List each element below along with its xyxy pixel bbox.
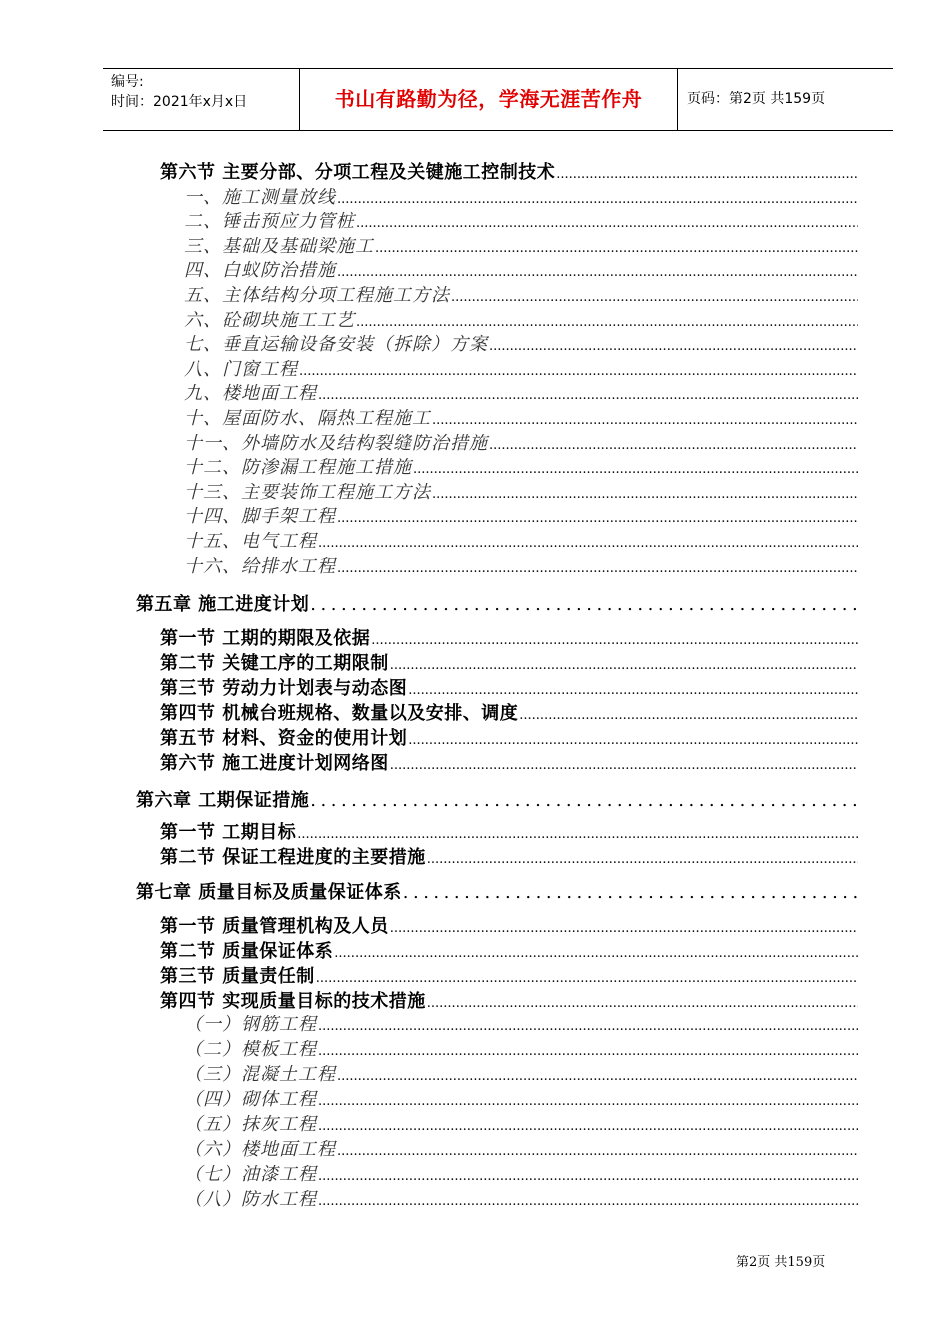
toc-entry-title: 六、砼砌块施工工艺: [184, 310, 355, 331]
toc-subsection[interactable]: [184, 207, 858, 233]
toc-dot-leader: [299, 364, 858, 379]
time-label: 时间：2021年x月x日: [111, 94, 248, 110]
toc-section[interactable]: [160, 749, 858, 775]
page-footer: 第2页 共159页: [736, 1255, 826, 1270]
toc-entry-title: 十一、外墙防水及结构裂缝防治措施: [184, 433, 488, 454]
toc-section[interactable]: [160, 962, 858, 988]
toc-dot-leader: [318, 1194, 858, 1209]
toc-subsection[interactable]: [184, 1185, 858, 1211]
toc-entry-title: 四、白蚁防治措施: [184, 260, 336, 281]
toc-subsection[interactable]: [184, 306, 858, 332]
toc-entry-title: 第五节 材料、资金的使用计划: [160, 728, 408, 749]
toc-entry-title: （二）模板工程: [184, 1039, 317, 1060]
toc-entry-title: （六）楼地面工程: [184, 1139, 336, 1160]
toc-entry-title: 第二节 保证工程进度的主要措施: [160, 847, 426, 868]
toc-subsection[interactable]: [184, 478, 858, 504]
toc-subsection[interactable]: [184, 404, 858, 430]
toc-chapter[interactable]: [136, 878, 858, 904]
toc-entry-title: 十五、电气工程: [184, 531, 317, 552]
toc-entry-title: 第七章 质量目标及质量保证体系: [136, 882, 402, 903]
toc-subsection[interactable]: [184, 183, 858, 209]
toc-subsection[interactable]: [184, 379, 858, 405]
toc-entry-title: 七、垂直运输设备安装（拆除）方案: [184, 334, 488, 355]
toc-subsection[interactable]: [184, 502, 858, 528]
page-header: [103, 68, 893, 131]
toc-entry-title: 第一节 工期目标: [160, 822, 297, 843]
toc-entry-title: 第六节 主要分部、分项工程及关键施工控制技术: [160, 162, 556, 183]
toc-section[interactable]: [160, 818, 858, 844]
toc-dot-leader: [318, 536, 858, 551]
toc-entry-title: （八）防水工程: [184, 1189, 317, 1210]
toc-dot-leader: [318, 1094, 858, 1109]
toc-section[interactable]: [160, 649, 858, 675]
toc-dot-leader: [316, 971, 858, 986]
toc-dot-leader: [297, 827, 858, 842]
toc-subsection[interactable]: [184, 1085, 858, 1111]
toc-entry-title: 十六、给排水工程: [184, 556, 336, 577]
toc-entry-title: （一）钢筋工程: [184, 1014, 317, 1035]
toc-entry-title: 二、锤击预应力管桩: [184, 211, 355, 232]
toc-subsection[interactable]: [184, 281, 858, 307]
toc-chapter[interactable]: [136, 590, 858, 616]
header-page-info: 页码：第2页 共159页: [687, 91, 826, 107]
toc-subsection[interactable]: [184, 453, 858, 479]
toc-subsection[interactable]: [184, 330, 858, 356]
toc-subsection[interactable]: [184, 1135, 858, 1161]
toc-entry-title: （七）油漆工程: [184, 1164, 317, 1185]
toc-dot-leader: [427, 852, 858, 867]
toc-dot-leader: [432, 487, 858, 502]
toc-entry-title: 第一节 质量管理机构及人员: [160, 916, 389, 937]
toc-dot-leader: [408, 683, 858, 698]
toc-entry-title: 一、施工测量放线: [184, 187, 336, 208]
toc-dot-leader: [356, 216, 858, 231]
toc-dot-leader: [337, 192, 858, 207]
toc-subsection[interactable]: [184, 1160, 858, 1186]
toc-dot-leader: [413, 462, 858, 477]
toc-section[interactable]: [160, 843, 858, 869]
toc-entry-title: 八、门窗工程: [184, 359, 298, 380]
toc-entry-title: 第三节 质量责任制: [160, 966, 315, 987]
toc-section[interactable]: [160, 674, 858, 700]
toc-entry-title: 第二节 质量保证体系: [160, 941, 334, 962]
toc-section[interactable]: [160, 724, 858, 750]
toc-dot-leader: [432, 413, 858, 428]
toc-dot-leader: [408, 733, 858, 748]
toc-entry-title: 十四、脚手架工程: [184, 506, 336, 527]
toc-entry-title: 九、楼地面工程: [184, 383, 317, 404]
toc-dot-leader: [318, 388, 858, 403]
toc-dot-leader: [337, 561, 858, 576]
toc-entry-title: 第六章 工期保证措施: [136, 790, 310, 811]
toc-dot-leader: [371, 633, 858, 648]
toc-dot-leader: [451, 290, 858, 305]
toc-dot-leader: [318, 1044, 858, 1059]
toc-dot-leader: [403, 882, 858, 903]
toc-entry-title: （三）混凝土工程: [184, 1064, 336, 1085]
toc-chapter[interactable]: [136, 786, 858, 812]
toc-entry-title: 第一节 工期的期限及依据: [160, 628, 371, 649]
number-label: 编号:: [111, 74, 144, 90]
toc-entry-title: 三、基础及基础梁施工: [184, 236, 374, 257]
toc-dot-leader: [356, 315, 858, 330]
toc-dot-leader: [390, 921, 858, 936]
toc-entry-title: 十三、主要装饰工程施工方法: [184, 482, 431, 503]
toc-dot-leader: [556, 167, 858, 182]
toc-dot-leader: [390, 758, 858, 773]
toc-dot-leader: [337, 265, 858, 280]
toc-dot-leader: [337, 1144, 858, 1159]
toc-entry-title: 第五章 施工进度计划: [136, 594, 310, 615]
toc-entry-title: 第四节 实现质量目标的技术措施: [160, 991, 426, 1012]
toc-subsection[interactable]: [184, 552, 858, 578]
toc-entry-title: 第三节 劳动力计划表与动态图: [160, 678, 408, 699]
toc-subsection[interactable]: [184, 1060, 858, 1086]
toc-entry-title: 五、主体结构分项工程施工方法: [184, 285, 450, 306]
toc-entry-title: 第二节 关键工序的工期限制: [160, 653, 389, 674]
toc-subsection[interactable]: [184, 256, 858, 282]
toc-subsection[interactable]: [184, 527, 858, 553]
toc-dot-leader: [390, 658, 858, 673]
toc-dot-leader: [489, 339, 858, 354]
toc-section[interactable]: [160, 699, 858, 725]
toc-subsection[interactable]: [184, 429, 858, 455]
toc-dot-leader: [310, 790, 858, 811]
toc-entry-title: 十二、防渗漏工程施工措施: [184, 457, 412, 478]
toc-dot-leader: [318, 1019, 858, 1034]
toc-subsection[interactable]: [184, 232, 858, 258]
toc-entry-title: （四）砌体工程: [184, 1089, 317, 1110]
toc-dot-leader: [337, 511, 858, 526]
toc-dot-leader: [427, 996, 858, 1011]
toc-section[interactable]: [160, 912, 858, 938]
toc-dot-leader: [337, 1069, 858, 1084]
toc-dot-leader: [519, 708, 858, 723]
toc-section[interactable]: [160, 158, 858, 184]
toc-entry-title: 第六节 施工进度计划网络图: [160, 753, 389, 774]
toc-dot-leader: [489, 438, 858, 453]
toc-subsection[interactable]: [184, 1110, 858, 1136]
toc-dot-leader: [375, 241, 858, 256]
toc-entry-title: （五）抹灰工程: [184, 1114, 317, 1135]
toc-dot-leader: [334, 946, 858, 961]
header-motto: 书山有路勤为径，学海无涯苦作舟: [300, 69, 678, 130]
toc-section[interactable]: [160, 937, 858, 963]
toc-subsection[interactable]: [184, 1010, 858, 1036]
toc-entry-title: 第四节 机械台班规格、数量以及安排、调度: [160, 703, 519, 724]
toc-section[interactable]: [160, 624, 858, 650]
toc-dot-leader: [318, 1169, 858, 1184]
toc-subsection[interactable]: [184, 1035, 858, 1061]
toc-subsection[interactable]: [184, 355, 858, 381]
toc-dot-leader: [318, 1119, 858, 1134]
toc-dot-leader: [310, 594, 858, 615]
header-meta-cell: [103, 69, 300, 130]
toc-entry-title: 十、屋面防水、隔热工程施工: [184, 408, 431, 429]
